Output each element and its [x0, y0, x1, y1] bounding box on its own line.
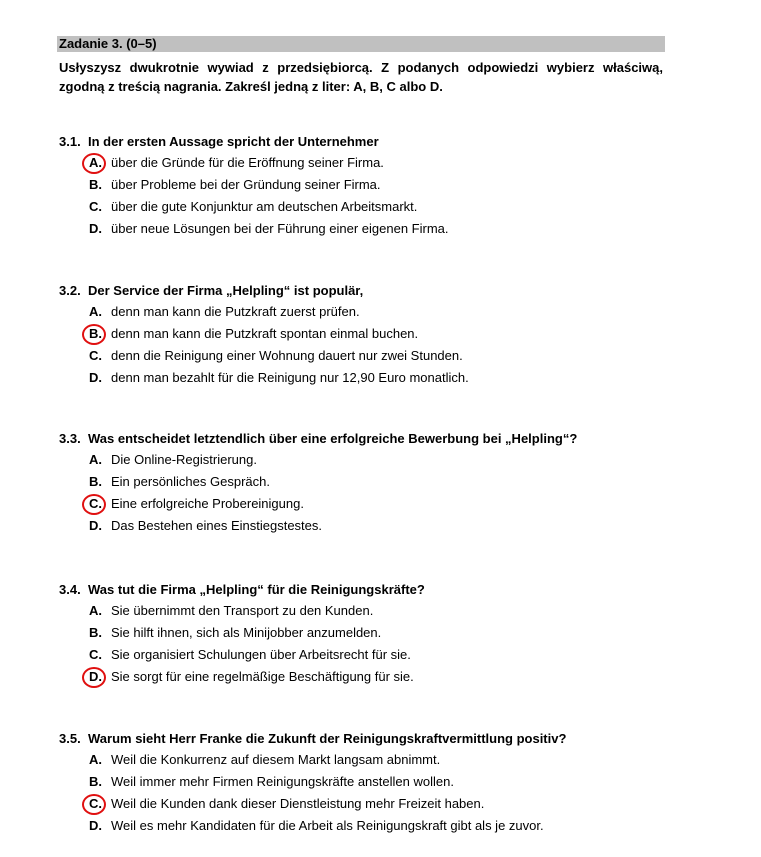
question-3-2 [59, 283, 719, 389]
option-letter: A. [89, 304, 102, 319]
option-d[interactable] [59, 218, 719, 240]
question-text: In der ersten Aussage spricht der Unternehmer [88, 134, 379, 149]
option-c[interactable] [59, 793, 719, 815]
option-c[interactable] [59, 196, 719, 218]
question-title [59, 431, 719, 449]
option-text: Sie übernimmt den Transport zu den Kunden. [111, 603, 374, 618]
question-3-1 [59, 134, 719, 240]
option-d[interactable] [59, 666, 719, 688]
option-letter: D. [89, 818, 102, 833]
question-title [59, 582, 719, 600]
option-text: denn man kann die Putzkraft zuerst prüfen. [111, 304, 360, 319]
option-text: Weil es mehr Kandidaten für die Arbeit als Reinigungskraft gibt als je zuvor. [111, 818, 544, 833]
question-number: 3.4. [59, 582, 81, 597]
option-a[interactable] [59, 152, 719, 174]
option-b[interactable] [59, 323, 719, 345]
option-letter: D. [89, 518, 102, 533]
option-text: Sie sorgt für eine regelmäßige Beschäftigung für sie. [111, 669, 414, 684]
option-letter: A. [89, 452, 102, 467]
option-letter: D. [89, 370, 102, 385]
option-letter: A. [89, 603, 102, 618]
option-text: Sie hilft ihnen, sich als Minijobber anzumelden. [111, 625, 382, 640]
question-text: Der Service der Firma „Helpling“ ist populär, [88, 283, 364, 298]
option-text: Weil immer mehr Firmen Reinigungskräfte anstellen wollen. [111, 774, 454, 789]
option-b[interactable] [59, 471, 719, 493]
option-a[interactable] [59, 749, 719, 771]
option-letter: C. [89, 796, 102, 811]
option-a[interactable] [59, 449, 719, 471]
option-c[interactable] [59, 345, 719, 367]
task-title: Zadanie 3. (0–5) [59, 36, 157, 51]
option-letter: A. [89, 752, 102, 767]
question-3-3 [59, 431, 719, 537]
option-d[interactable] [59, 815, 719, 837]
question-number: 3.3. [59, 431, 81, 446]
question-3-4 [59, 582, 719, 688]
option-letter: D. [89, 669, 102, 684]
option-a[interactable] [59, 600, 719, 622]
option-letter: C. [89, 647, 102, 662]
option-text: über die Gründe für die Eröffnung seiner Firma. [111, 155, 384, 170]
option-letter: B. [89, 625, 102, 640]
option-letter: B. [89, 177, 102, 192]
question-text: Warum sieht Herr Franke die Zukunft der Reinigungskraftvermittlung positiv? [88, 731, 567, 746]
question-title [59, 134, 719, 152]
option-text: über neue Lösungen bei der Führung einer eigenen Firma. [111, 221, 449, 236]
option-d[interactable] [59, 367, 719, 389]
question-title [59, 731, 719, 749]
option-c[interactable] [59, 493, 719, 515]
option-d[interactable] [59, 515, 719, 537]
option-c[interactable] [59, 644, 719, 666]
option-text: Ein persönliches Gespräch. [111, 474, 270, 489]
option-text: denn man bezahlt für die Reinigung nur 12,90 Euro monatlich. [111, 370, 469, 385]
option-a[interactable] [59, 301, 719, 323]
option-text: denn man kann die Putzkraft spontan einmal buchen. [111, 326, 419, 341]
option-text: über Probleme bei der Gründung seiner Firma. [111, 177, 381, 192]
option-text: Eine erfolgreiche Probereinigung. [111, 496, 304, 511]
option-letter: C. [89, 199, 102, 214]
option-letter: B. [89, 474, 102, 489]
option-b[interactable] [59, 174, 719, 196]
option-letter: D. [89, 221, 102, 236]
question-number: 3.2. [59, 283, 81, 298]
option-text: Weil die Konkurrenz auf diesem Markt langsam abnimmt. [111, 752, 441, 767]
option-text: Das Bestehen eines Einstiegstestes. [111, 518, 323, 533]
option-letter: B. [89, 774, 102, 789]
option-text: Die Online-Registrierung. [111, 452, 257, 467]
question-text: Was tut die Firma „Helpling“ für die Reinigungskräfte? [88, 582, 425, 597]
option-b[interactable] [59, 771, 719, 793]
option-letter: B. [89, 326, 102, 341]
option-text: über die gute Konjunktur am deutschen Arbeitsmarkt. [111, 199, 418, 214]
question-title [59, 283, 719, 301]
option-letter: C. [89, 496, 102, 511]
option-text: Weil die Kunden dank dieser Dienstleistung mehr Freizeit haben. [111, 796, 485, 811]
option-text: denn die Reinigung einer Wohnung dauert nur zwei Stunden. [111, 348, 463, 363]
option-letter: A. [89, 155, 102, 170]
task-instruction: Usłyszysz dwukrotnie wywiad z przedsiębiorcą. Z podanych odpowiedzi wybierz właściwą, zgodną z treścią nagrania. Zakreśl jedną z liter: A, B, C albo D. [59, 60, 663, 94]
question-number: 3.1. [59, 134, 81, 149]
option-b[interactable] [59, 622, 719, 644]
option-text: Sie organisiert Schulungen über Arbeitsrecht für sie. [111, 647, 411, 662]
question-number: 3.5. [59, 731, 81, 746]
question-3-5 [59, 731, 719, 837]
question-text: Was entscheidet letztendlich über eine erfolgreiche Bewerbung bei „Helpling“? [88, 431, 578, 446]
option-letter: C. [89, 348, 102, 363]
